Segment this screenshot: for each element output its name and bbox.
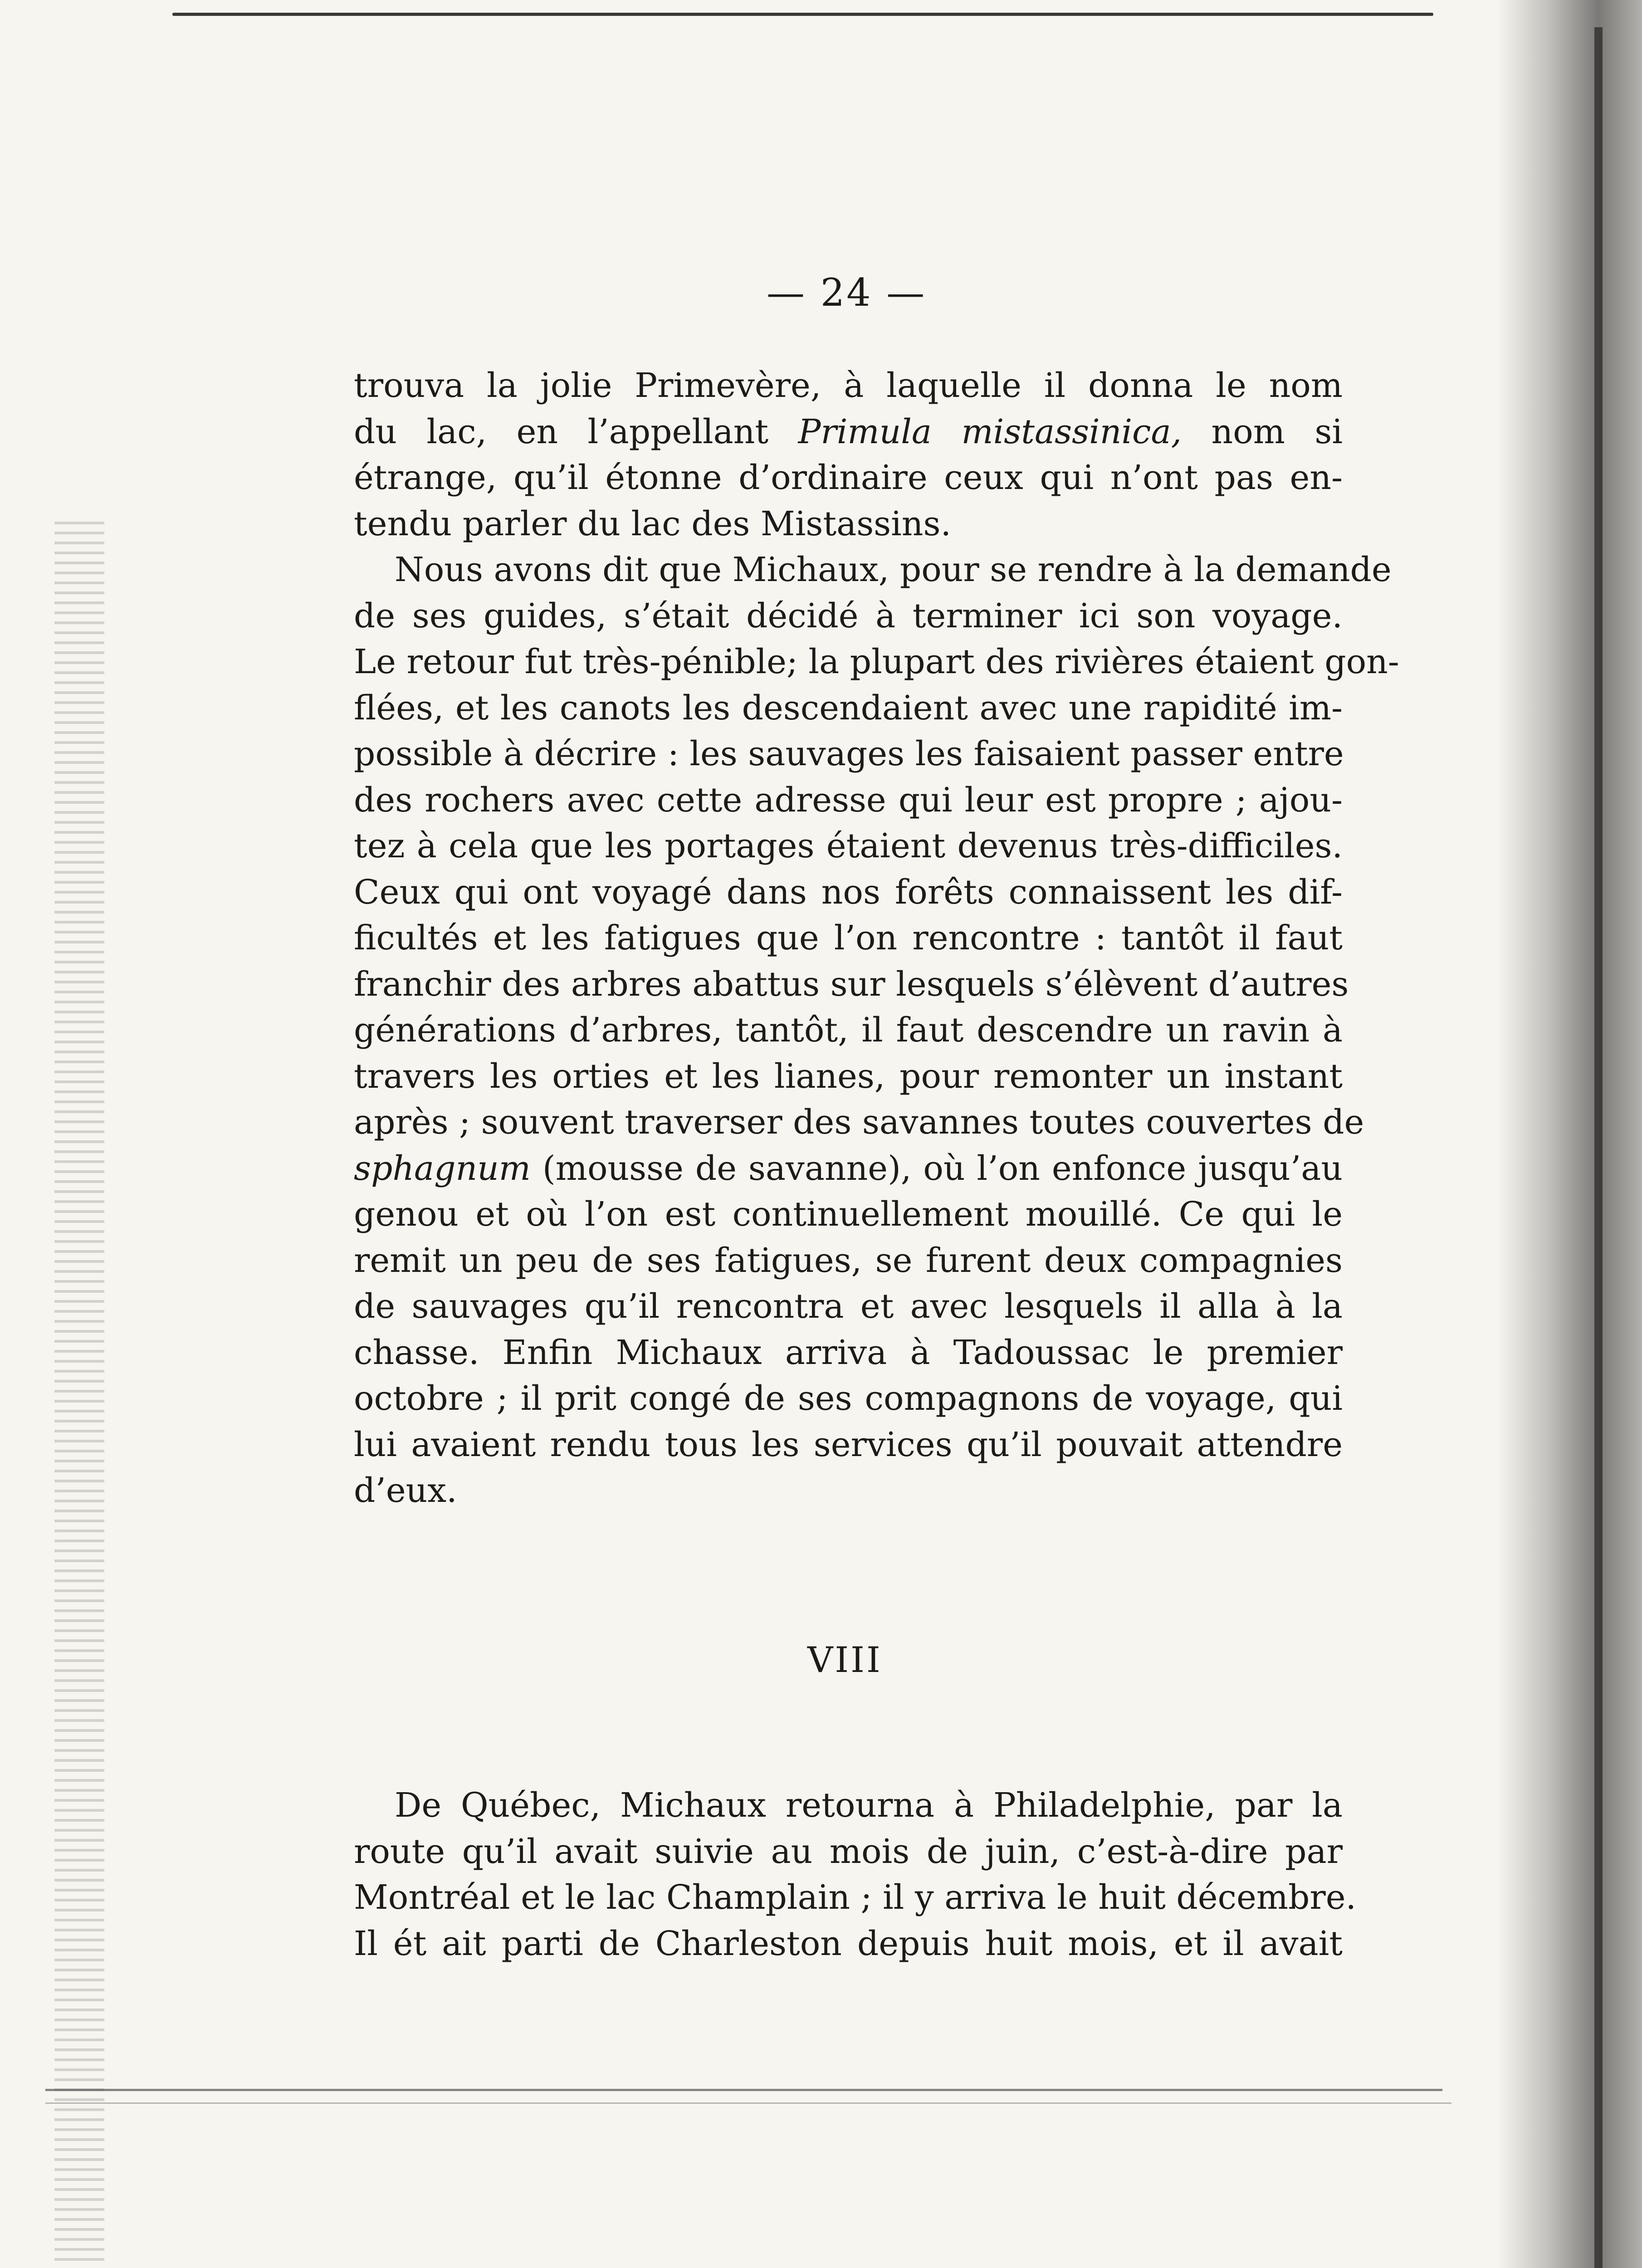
body-text-bottom [354, 1783, 1357, 1967]
text-line: étrange, qu’il étonne d’ordinaire ceux qui n’ont pas en- [354, 458, 1343, 497]
section-heading: VIII [807, 1640, 882, 1681]
text-line: route qu’il avait suivie au mois de juin, c’est-à-dire par [354, 1832, 1343, 1871]
text-line [354, 409, 1343, 455]
italic-species-name: Primula mistassinica, [798, 412, 1182, 451]
text-line: chasse. Enfin Michaux arriva à Tadoussac le premier [354, 1333, 1343, 1372]
text-line: possible à décrire : les sauvages les faisaient passer entre [354, 734, 1344, 773]
text-segment: nom si [1182, 412, 1343, 451]
bottom-rule-secondary [45, 2102, 1451, 2104]
text-line: Il ét ait parti de Charleston depuis huit mois, et il avait [354, 1924, 1343, 1963]
text-line: genou et où l’on est continuellement mouillé. Ce qui le [354, 1195, 1343, 1234]
page-number: — 24 — [767, 270, 927, 315]
text-line: après ; souvent traverser des savannes toutes couvertes de [354, 1103, 1364, 1142]
text-segment: du lac, en l’appellant [354, 412, 798, 451]
text-line: d’eux. [354, 1471, 457, 1510]
text-line: ficultés et les fatigues que l’on rencontre : tantôt il faut [354, 919, 1343, 958]
text-line: Ceux qui ont voyagé dans nos forêts connaissent les dif- [354, 872, 1343, 912]
text-line: de sauvages qu’il rencontra et avec lesquels il alla à la [354, 1287, 1343, 1326]
text-line: De Québec, Michaux retourna à Philadelphie, par la [395, 1786, 1343, 1825]
text-line: Montréal et le lac Champlain ; il y arriva le huit décembre. [354, 1878, 1357, 1917]
text-line: tendu parler du lac des Mistassins. [354, 504, 951, 543]
left-margin-bleed [54, 522, 104, 2268]
text-line [354, 1146, 1343, 1192]
text-line: des rochers avec cette adresse qui leur est propre ; ajou- [354, 780, 1343, 820]
text-line: Le retour fut très-pénible; la plupart des rivières étaient gon- [354, 642, 1399, 681]
text-line: Nous avons dit que Michaux, pour se rendre à la demande [395, 550, 1392, 589]
text-line: tez à cela que les portages étaient devenus très-difficiles. [354, 826, 1343, 865]
text-line: travers les orties et les lianes, pour remonter un instant [354, 1056, 1343, 1096]
right-binding-edge [1594, 27, 1603, 2268]
italic-species-name: sphagnum [354, 1149, 531, 1188]
top-rule [172, 13, 1433, 16]
text-line: trouva la jolie Primevère, à laquelle il donna le nom [354, 366, 1343, 405]
right-page-edge-shadow [1497, 0, 1642, 2268]
text-line: franchir des arbres abattus sur lesquels s’élèvent d’autres [354, 964, 1349, 1004]
text-line: générations d’arbres, tantôt, il faut descendre un ravin à [354, 1011, 1343, 1050]
text-segment: (mousse de savanne), où l’on enfonce jusqu’au [530, 1149, 1343, 1188]
text-line: octobre ; il prit congé de ses compagnons de voyage, qui [354, 1379, 1343, 1418]
text-line: flées, et les canots les descendaient avec une rapidité im- [354, 688, 1343, 728]
bottom-rule [45, 2089, 1442, 2091]
body-text-top [354, 363, 1399, 1514]
text-line: remit un peu de ses fatigues, se furent deux compagnies [354, 1241, 1343, 1280]
text-line: lui avaient rendu tous les services qu’il pouvait attendre [354, 1425, 1343, 1464]
text-line: de ses guides, s’était décidé à terminer ici son voyage. [354, 596, 1343, 635]
